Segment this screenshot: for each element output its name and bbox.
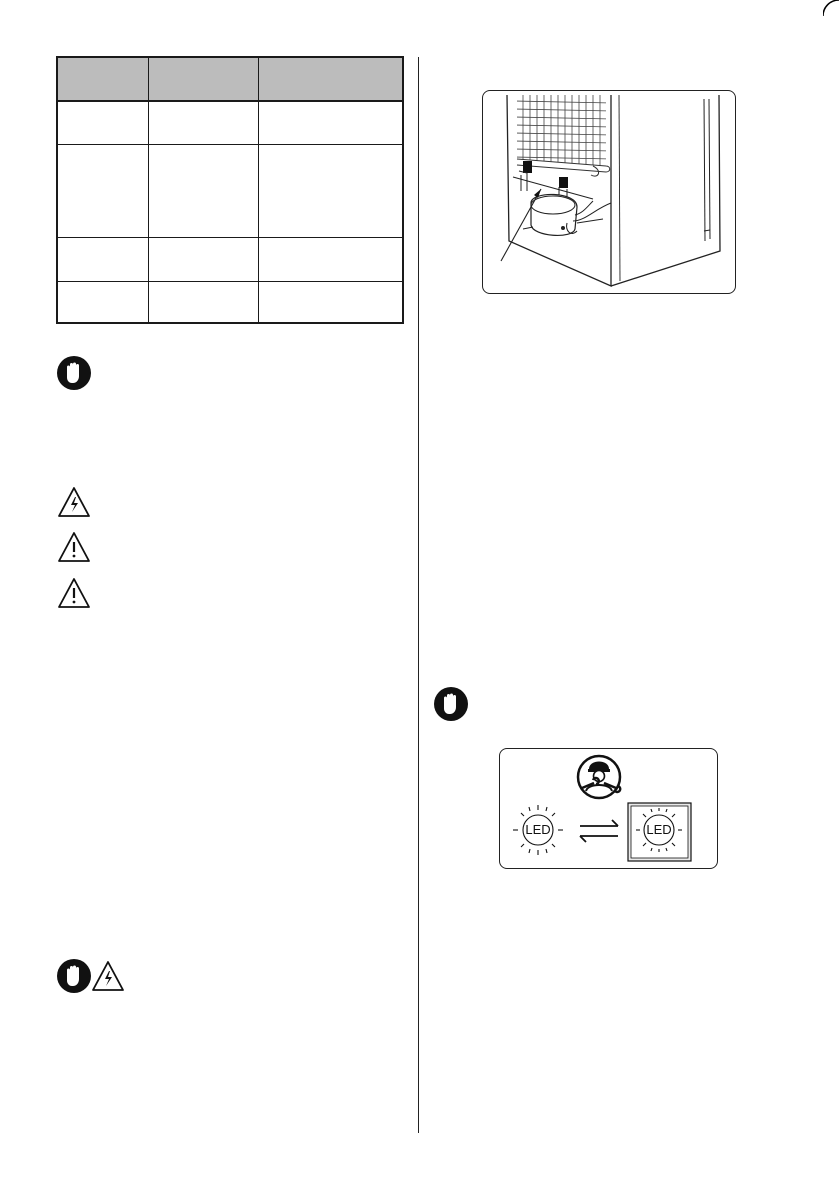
exclamation-warning-icon xyxy=(57,577,91,609)
swap-arrows-icon xyxy=(580,820,618,842)
column-divider xyxy=(418,57,419,1133)
service-technician-icon xyxy=(578,756,620,798)
table-cell xyxy=(259,237,404,281)
table-cell xyxy=(259,144,404,237)
table-cell xyxy=(149,281,259,323)
table-cell xyxy=(57,281,149,323)
table-cell xyxy=(149,101,259,144)
fridge-back-illustration xyxy=(482,90,736,294)
table-cell xyxy=(149,144,259,237)
table-row xyxy=(57,144,403,237)
table-cell xyxy=(57,144,149,237)
table-cell xyxy=(57,237,149,281)
table-cell xyxy=(57,101,149,144)
hand-stop-icon xyxy=(433,686,469,722)
exclamation-warning-icon xyxy=(57,531,91,563)
lightning-warning-icon xyxy=(91,960,125,992)
table-header-cell xyxy=(259,57,404,101)
table-header-cell xyxy=(57,57,149,101)
spec-table xyxy=(56,56,404,324)
table-row xyxy=(57,281,403,323)
table-cell xyxy=(259,281,404,323)
table-row xyxy=(57,237,403,281)
table-cell xyxy=(149,237,259,281)
compressor-diagram xyxy=(483,91,735,293)
led-diagram-graphics xyxy=(500,749,717,868)
lightning-warning-icon xyxy=(57,486,91,518)
table-cell xyxy=(259,101,404,144)
table-row xyxy=(57,101,403,144)
led-label: LED xyxy=(525,822,551,837)
led-service-diagram xyxy=(499,748,718,869)
hand-stop-icon xyxy=(56,355,92,391)
table-header-row xyxy=(57,57,403,101)
crop-mark xyxy=(823,0,839,16)
table-header-cell xyxy=(149,57,259,101)
hand-stop-icon xyxy=(56,958,92,994)
led-label: LED xyxy=(646,822,672,837)
